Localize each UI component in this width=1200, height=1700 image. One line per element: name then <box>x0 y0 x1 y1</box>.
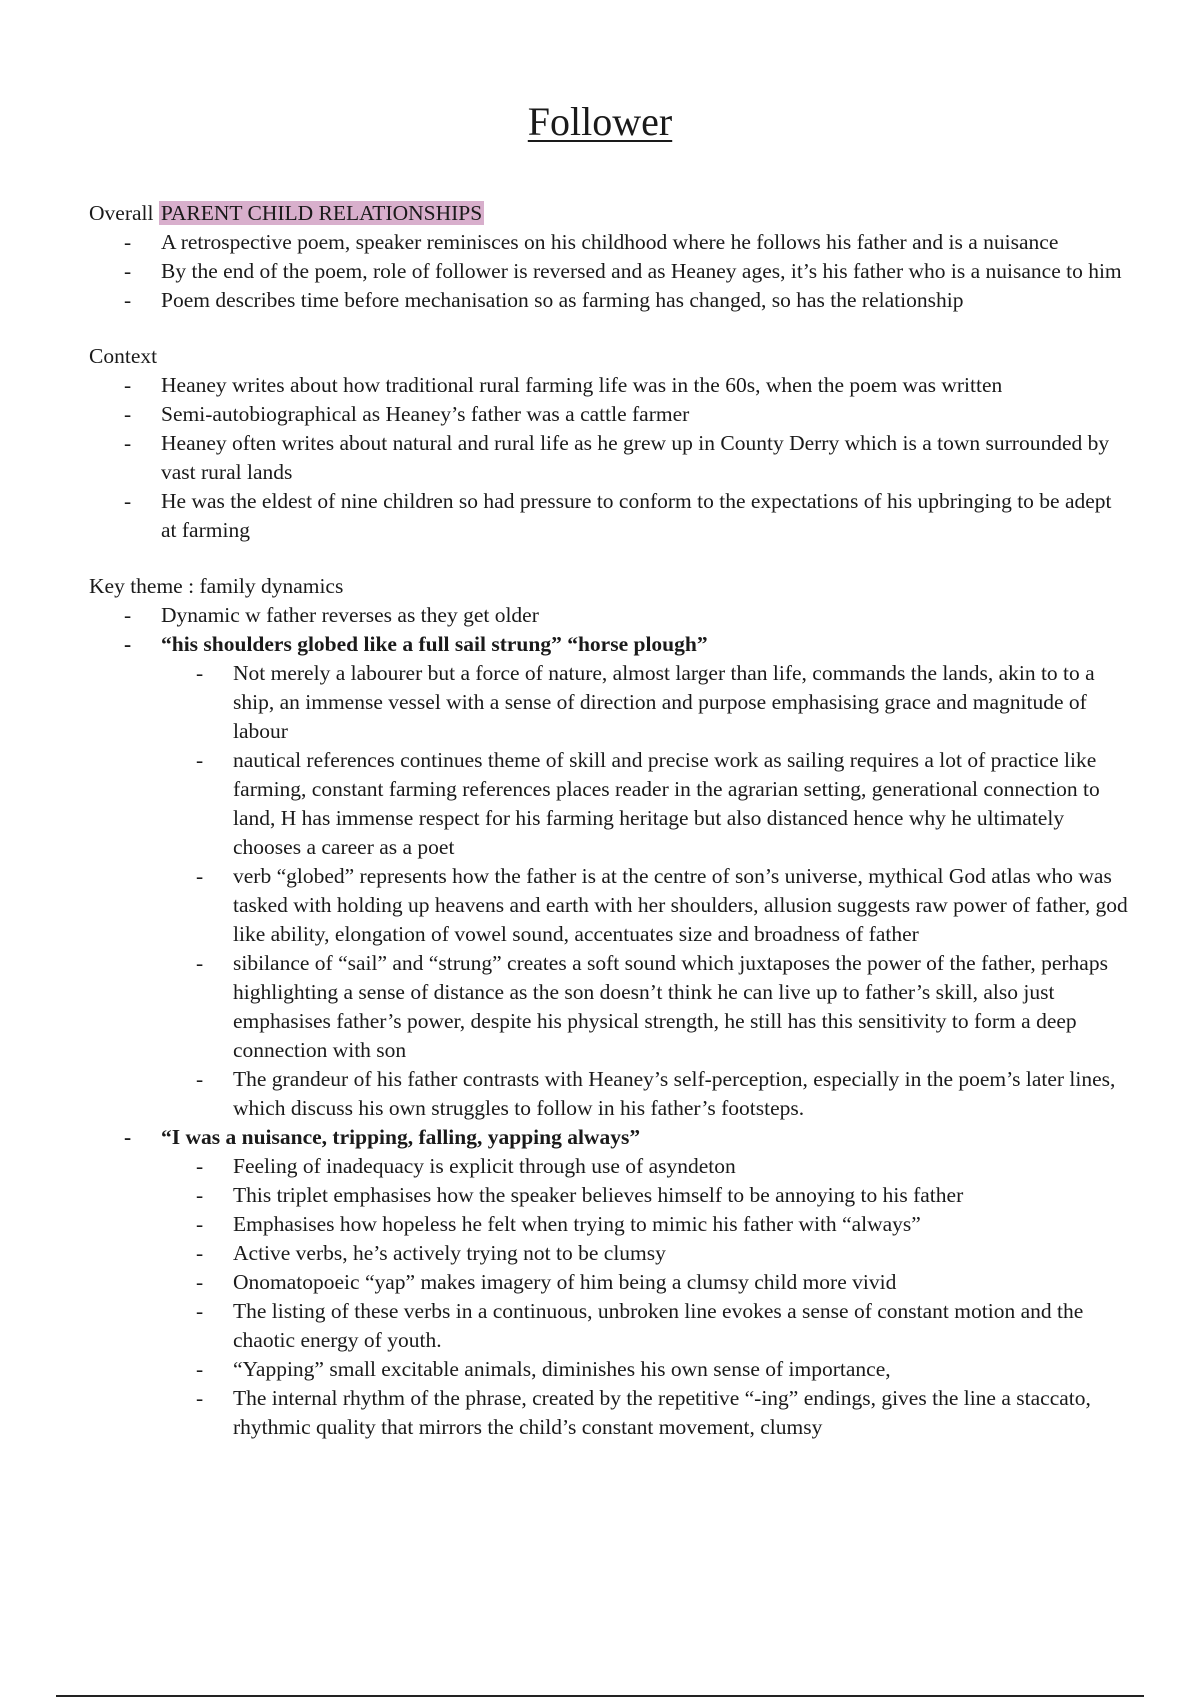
sub-list-item: - The listing of these verbs in a continuous, unbroken line evokes a sense of constant motion and the chaotic energy of youth. <box>161 1297 1129 1355</box>
list-item: - Semi-autobiographical as Heaney’s father was a cattle farmer <box>89 400 1129 429</box>
overall-label: Overall <box>89 201 154 225</box>
sub-list-item: - verb “globed” represents how the father is at the centre of son’s universe, mythical God atlas who was tasked with holding up heavens and earth with her shoulders, allusion suggests raw power of father, god like ability, elongation of vowel sound, accentuates size and broadness of father <box>161 862 1129 949</box>
sub-list-item: - Active verbs, he’s actively trying not to be clumsy <box>161 1239 1129 1268</box>
quote-shoulders-points <box>89 659 1129 1123</box>
footer-divider <box>56 1695 1144 1697</box>
sub-list-item: - This triplet emphasises how the speaker believes himself to be annoying to his father <box>161 1181 1129 1210</box>
sub-list-item: - The grandeur of his father contrasts with Heaney’s self-perception, especially in the poem’s later lines, which discuss his own struggles to follow in his father’s footsteps. <box>161 1065 1129 1123</box>
quote-nuisance-points <box>89 1152 1129 1442</box>
list-item: - A retrospective poem, speaker reminisces on his childhood where he follows his father and is a nuisance <box>89 228 1129 257</box>
list-item: - By the end of the poem, role of follower is reversed and as Heaney ages, it’s his father who is a nuisance to him <box>89 257 1129 286</box>
quote-nuisance: - “I was a nuisance, tripping, falling, yapping always” <box>161 1125 641 1149</box>
sub-list-item: - Feeling of inadequacy is explicit through use of asyndeton <box>161 1152 1129 1181</box>
overall-list <box>89 228 1129 315</box>
section-key-theme <box>89 572 1129 1442</box>
sub-list-item: - nautical references continues theme of skill and precise work as sailing requires a lot of practice like farming, constant farming references places reader in the agrarian setting, generational connection to land, H has immense respect for his farming heritage but also distanced hence why he ultimately chooses a career as a poet <box>161 746 1129 862</box>
quote-shoulders: - “his shoulders globed like a full sail strung” “horse plough” <box>161 632 708 656</box>
list-item: - Heaney often writes about natural and rural life as he grew up in County Derry which is a town surrounded by vast rural lands <box>89 429 1129 487</box>
quote-block-shoulders <box>89 630 1129 1123</box>
sub-list-item: - The internal rhythm of the phrase, created by the repetitive “-ing” endings, gives the line a staccato, rhythmic quality that mirrors the child’s constant movement, clumsy <box>161 1384 1129 1442</box>
page-title: Follower <box>527 99 673 144</box>
section-heading-key-theme: Key theme : family dynamics <box>89 574 344 598</box>
context-list <box>89 371 1129 545</box>
sub-list-item: - Onomatopoeic “yap” makes imagery of him being a clumsy child more vivid <box>161 1268 1129 1297</box>
section-overall <box>89 199 1129 315</box>
list-item: - Poem describes time before mechanisation so as farming has changed, so has the relationship <box>89 286 1129 315</box>
highlighted-topic: PARENT CHILD RELATIONSHIPS <box>160 201 483 225</box>
key-theme-list <box>89 601 1129 1442</box>
list-item: - Heaney writes about how traditional rural farming life was in the 60s, when the poem was written <box>89 371 1129 400</box>
section-heading-context: Context <box>89 344 158 368</box>
list-item: - Dynamic w father reverses as they get older <box>89 601 1129 630</box>
sub-list-item: - Emphasises how hopeless he felt when trying to mimic his father with “always” <box>161 1210 1129 1239</box>
document-body <box>89 199 1129 1442</box>
section-heading-overall <box>89 199 1129 228</box>
list-item: - He was the eldest of nine children so had pressure to conform to the expectations of his upbringing to be adept at farming <box>89 487 1129 545</box>
sub-list-item: - sibilance of “sail” and “strung” creates a soft sound which juxtaposes the power of the father, perhaps highlighting a sense of distance as the son doesn’t think he can live up to father’s skill, also just emphasises father’s power, despite his physical strength, he still has this sensitivity to form a deep connection with son <box>161 949 1129 1065</box>
quote-block-nuisance <box>89 1123 1129 1442</box>
section-context <box>89 342 1129 545</box>
sub-list-item: - “Yapping” small excitable animals, diminishes his own sense of importance, <box>161 1355 1129 1384</box>
sub-list-item: - Not merely a labourer but a force of nature, almost larger than life, commands the lands, akin to to a ship, an immense vessel with a sense of direction and purpose emphasising grace and magnitude of labour <box>161 659 1129 746</box>
